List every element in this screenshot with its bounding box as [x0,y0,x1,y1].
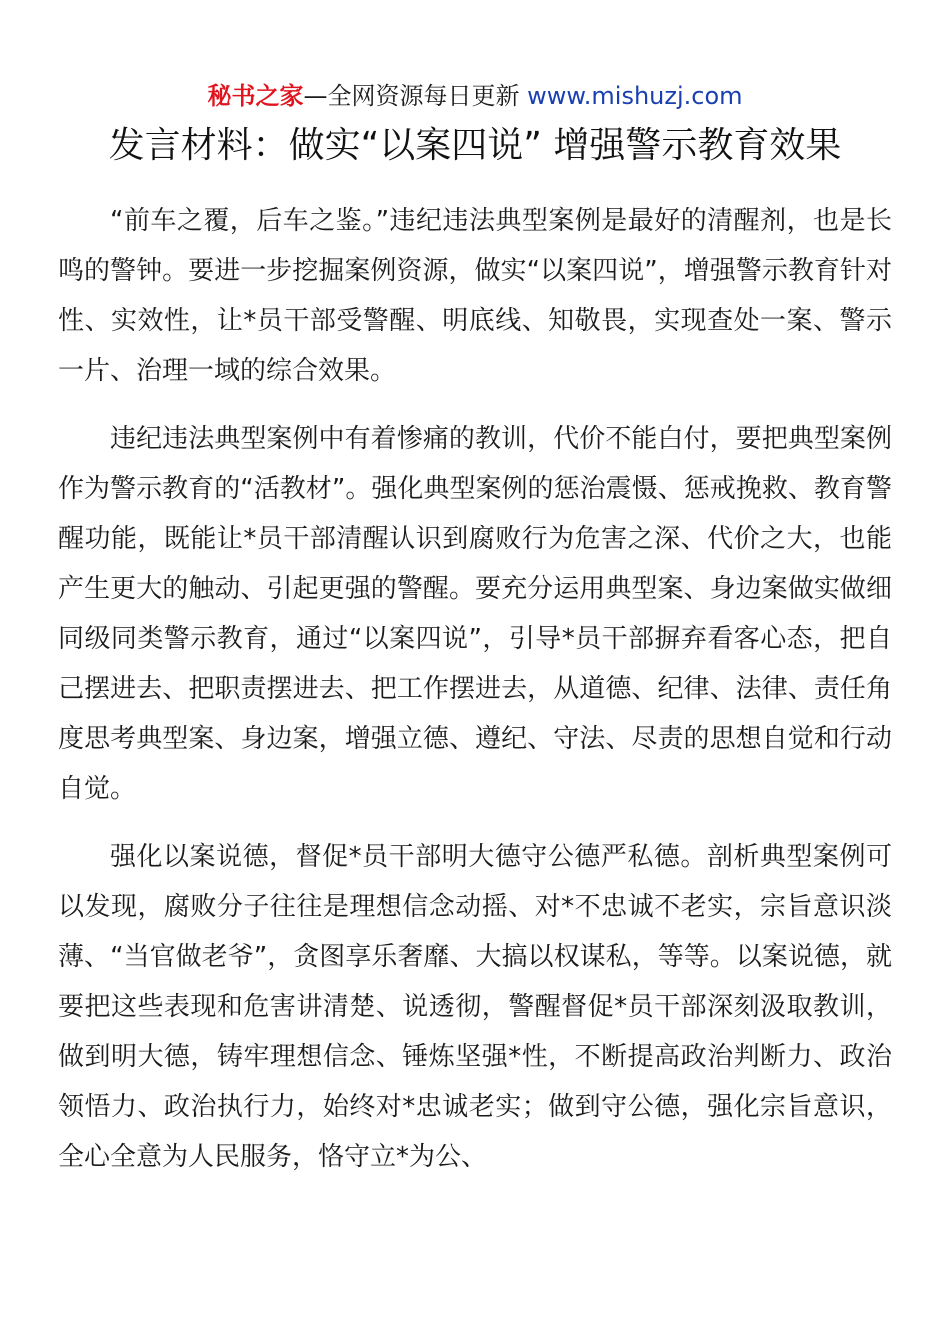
document-body [58,196,892,1200]
site-banner [0,80,950,112]
brand-name: 秘书之家 [207,82,304,110]
paragraph-3: 强化以案说德，督促*员干部明大德守公德严私德。剖析典型案例可以发现，腐败分子往往是理想信念动摇、对*不忠诚不老实，宗旨意识淡薄、“当官做老爷”，贪图享乐奢靡、大搞以权谋私，等等。以案说德，就要把这些表现和危害讲清楚、说透彻，警醒督促*员干部深刻汲取教训，做到明大德，铸牢理想信念、锤炼坚强*性，不断提高政治判断力、政治领悟力、政治执行力，始终对*忠诚老实；做到守公德，强化宗旨意识，全心全意为人民服务，恪守立*为公、 [58,842,892,1172]
paragraph-2: 违纪违法典型案例中有着惨痛的教训，代价不能白付，要把典型案例作为警示教育的“活教材”。强化典型案例的惩治震慑、惩戒挽救、教育警醒功能，既能让*员干部清醒认识到腐败行为危害之深、代价之大，也能产生更大的触动、引起更强的警醒。要充分运用典型案、身边案做实做细同级同类警示教育，通过“以案四说”，引导*员干部摒弃看客心态，把自己摆进去、把职责摆进去、把工作摆进去，从道德、纪律、法律、责任角度思考典型案、身边案，增强立德、遵纪、守法、尽责的思想自觉和行动自觉。 [58,424,892,804]
document-title: 发言材料：做实“以案四说” 增强警示教育效果 [108,125,842,166]
brand-tagline: —全网资源每日更新 [303,82,520,110]
site-url-link[interactable]: www.mishuzj.com [527,82,743,110]
paragraph-1: “前车之覆，后车之鉴。”违纪违法典型案例是最好的清醒剂，也是长鸣的警钟。要进一步挖掘案例资源，做实“以案四说”，增强警示教育针对性、实效性，让*员干部受警醒、明底线、知敬畏，实现查处一案、警示一片、治理一域的综合效果。 [58,206,892,386]
